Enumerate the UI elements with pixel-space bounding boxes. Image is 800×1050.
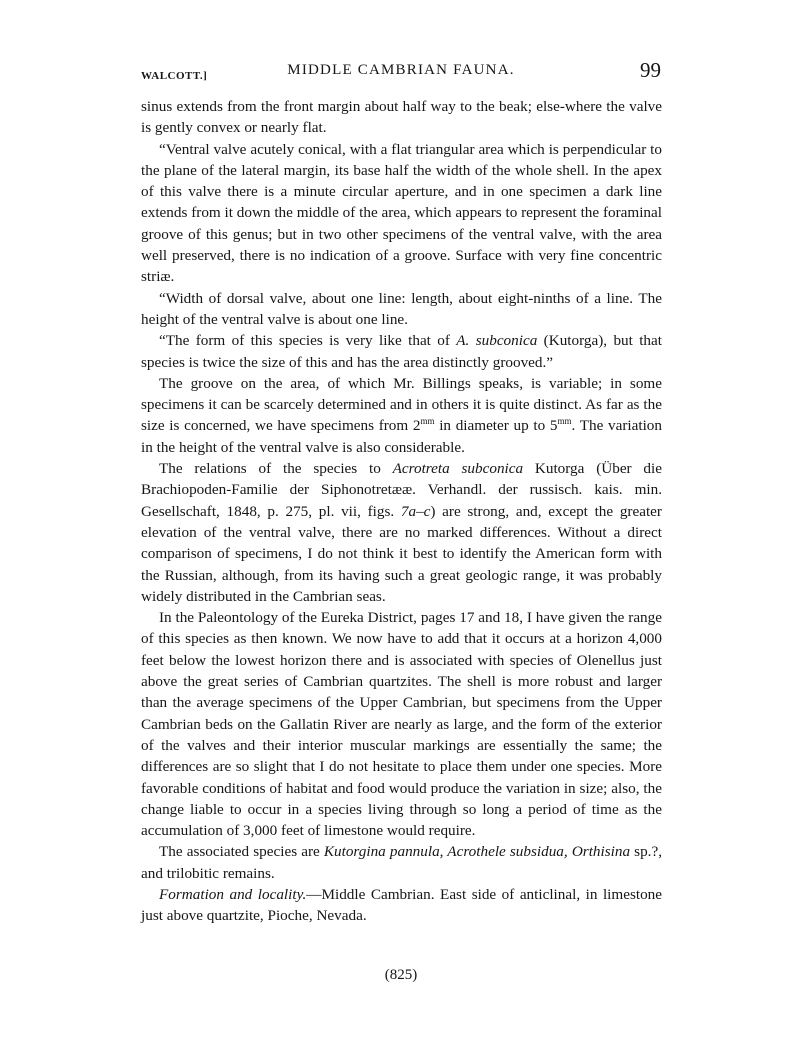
author-running-head: WALCOTT.] bbox=[141, 70, 208, 82]
paragraph-4-quote bbox=[141, 330, 662, 373]
text-run: sp.?, and trilobitic remains. bbox=[141, 843, 663, 882]
paragraph-5 bbox=[141, 373, 662, 458]
text-run: . The variation in the height of the ventral valve is also considerable. bbox=[141, 417, 662, 456]
text-run: in diameter up to 5 bbox=[434, 417, 558, 435]
paragraph-1: sinus extends from the front margin about half way to the beak; else-where the valve is gently convex or nearly flat. bbox=[141, 98, 662, 137]
running-title: MIDDLE CAMBRIAN FAUNA. bbox=[287, 62, 515, 78]
paragraph-3-quote: “Width of dorsal valve, about one line: length, about eight-ninths of a line. The height of the ventral valve is about one line. bbox=[141, 289, 662, 328]
unit-superscript: mm bbox=[420, 416, 435, 427]
paragraph-6 bbox=[141, 458, 662, 607]
paragraph-9-locality bbox=[141, 884, 662, 927]
text-run: —Middle Cambrian. East side of anticlinal, in limestone just above quartzite, Pioche, Nevada. bbox=[141, 885, 662, 925]
paragraph-2-quote: “Ventral valve acutely conical, with a flat triangular area which is perpendicular to the plane of the lateral margin, its base half the width of the whole shell. In the apex of this valve there is a minute circular aperture, and in one specimen a dark line extends from it down the middle of the area, which appears to represent the foraminal groove of this genus; but in two other specimens of the ventral valve, with the area well preserved, there is no indication of a groove. Surface with very fine concentric striæ. bbox=[141, 140, 662, 286]
species-list: Kutorgina pannula, Acrothele subsidua, Orthisina bbox=[323, 843, 631, 861]
page-number: 99 bbox=[640, 58, 661, 82]
page-reference: (825) bbox=[384, 967, 418, 983]
page-header bbox=[141, 60, 661, 90]
locality-label: Formation and locality. bbox=[159, 885, 307, 903]
species-name: Acrotreta subconica bbox=[392, 460, 524, 478]
text-run: The associated species are bbox=[159, 843, 324, 861]
text-run: (Kutorga), but that species is twice the size of this and has the area distinctly grooved.” bbox=[141, 332, 662, 371]
species-name: A. subconica bbox=[456, 332, 538, 350]
paragraph-8 bbox=[141, 841, 662, 884]
unit-superscript: mm bbox=[557, 416, 572, 427]
text-run: The relations of the species to bbox=[159, 460, 393, 478]
paragraph-7: In the Paleontology of the Eureka District, pages 17 and 18, I have given the range of this species as then known. We now have to add that it occurs at a horizon 4,000 feet below the lowest horizon there and is associated with species of Olenellus just above the great series of Cambrian quartzites. The shell is more robust and larger than the average specimens of the Upper Cambrian, but specimens from the Upper Cambrian beds on the Gallatin River are nearly as large, and the form of the exterior of the valves and their interior muscular markings are essentially the same; the differences are so slight that I do not hesitate to place them under one species. More favorable conditions of habitat and food would produce the variation in size; also, the change liable to occur in a species living through so long a period of time as the accumulation of 3,000 feet of limestone would require. bbox=[141, 609, 662, 840]
text-run: ) are strong, and, except the greater elevation of the ventral valve, there are no marked differences. Without a direct comparison of specimens, I do not think it best to identify the American form with the Russian, although, from its having such a great geologic range, it was probably widely distributed in the Cambrian seas. bbox=[141, 502, 662, 605]
body-text bbox=[141, 96, 662, 927]
text-run: Kutorga (Über die Brachiopoden-Familie der Siphonotretææ. Verhandl. der russisch. kais. min. Gesellschaft, 1848, p. 275, pl. vii, figs. bbox=[141, 460, 662, 520]
text-run: “The form of this species is very like that of bbox=[159, 332, 457, 350]
page-footer bbox=[141, 967, 661, 984]
figure-ref: 7a–c bbox=[400, 502, 431, 520]
text-run: The groove on the area, of which Mr. Billings speaks, is variable; in some specimens it can be scarcely determined and in others it is quite distinct. As far as the size is concerned, we have specimens from 2 bbox=[141, 374, 662, 435]
